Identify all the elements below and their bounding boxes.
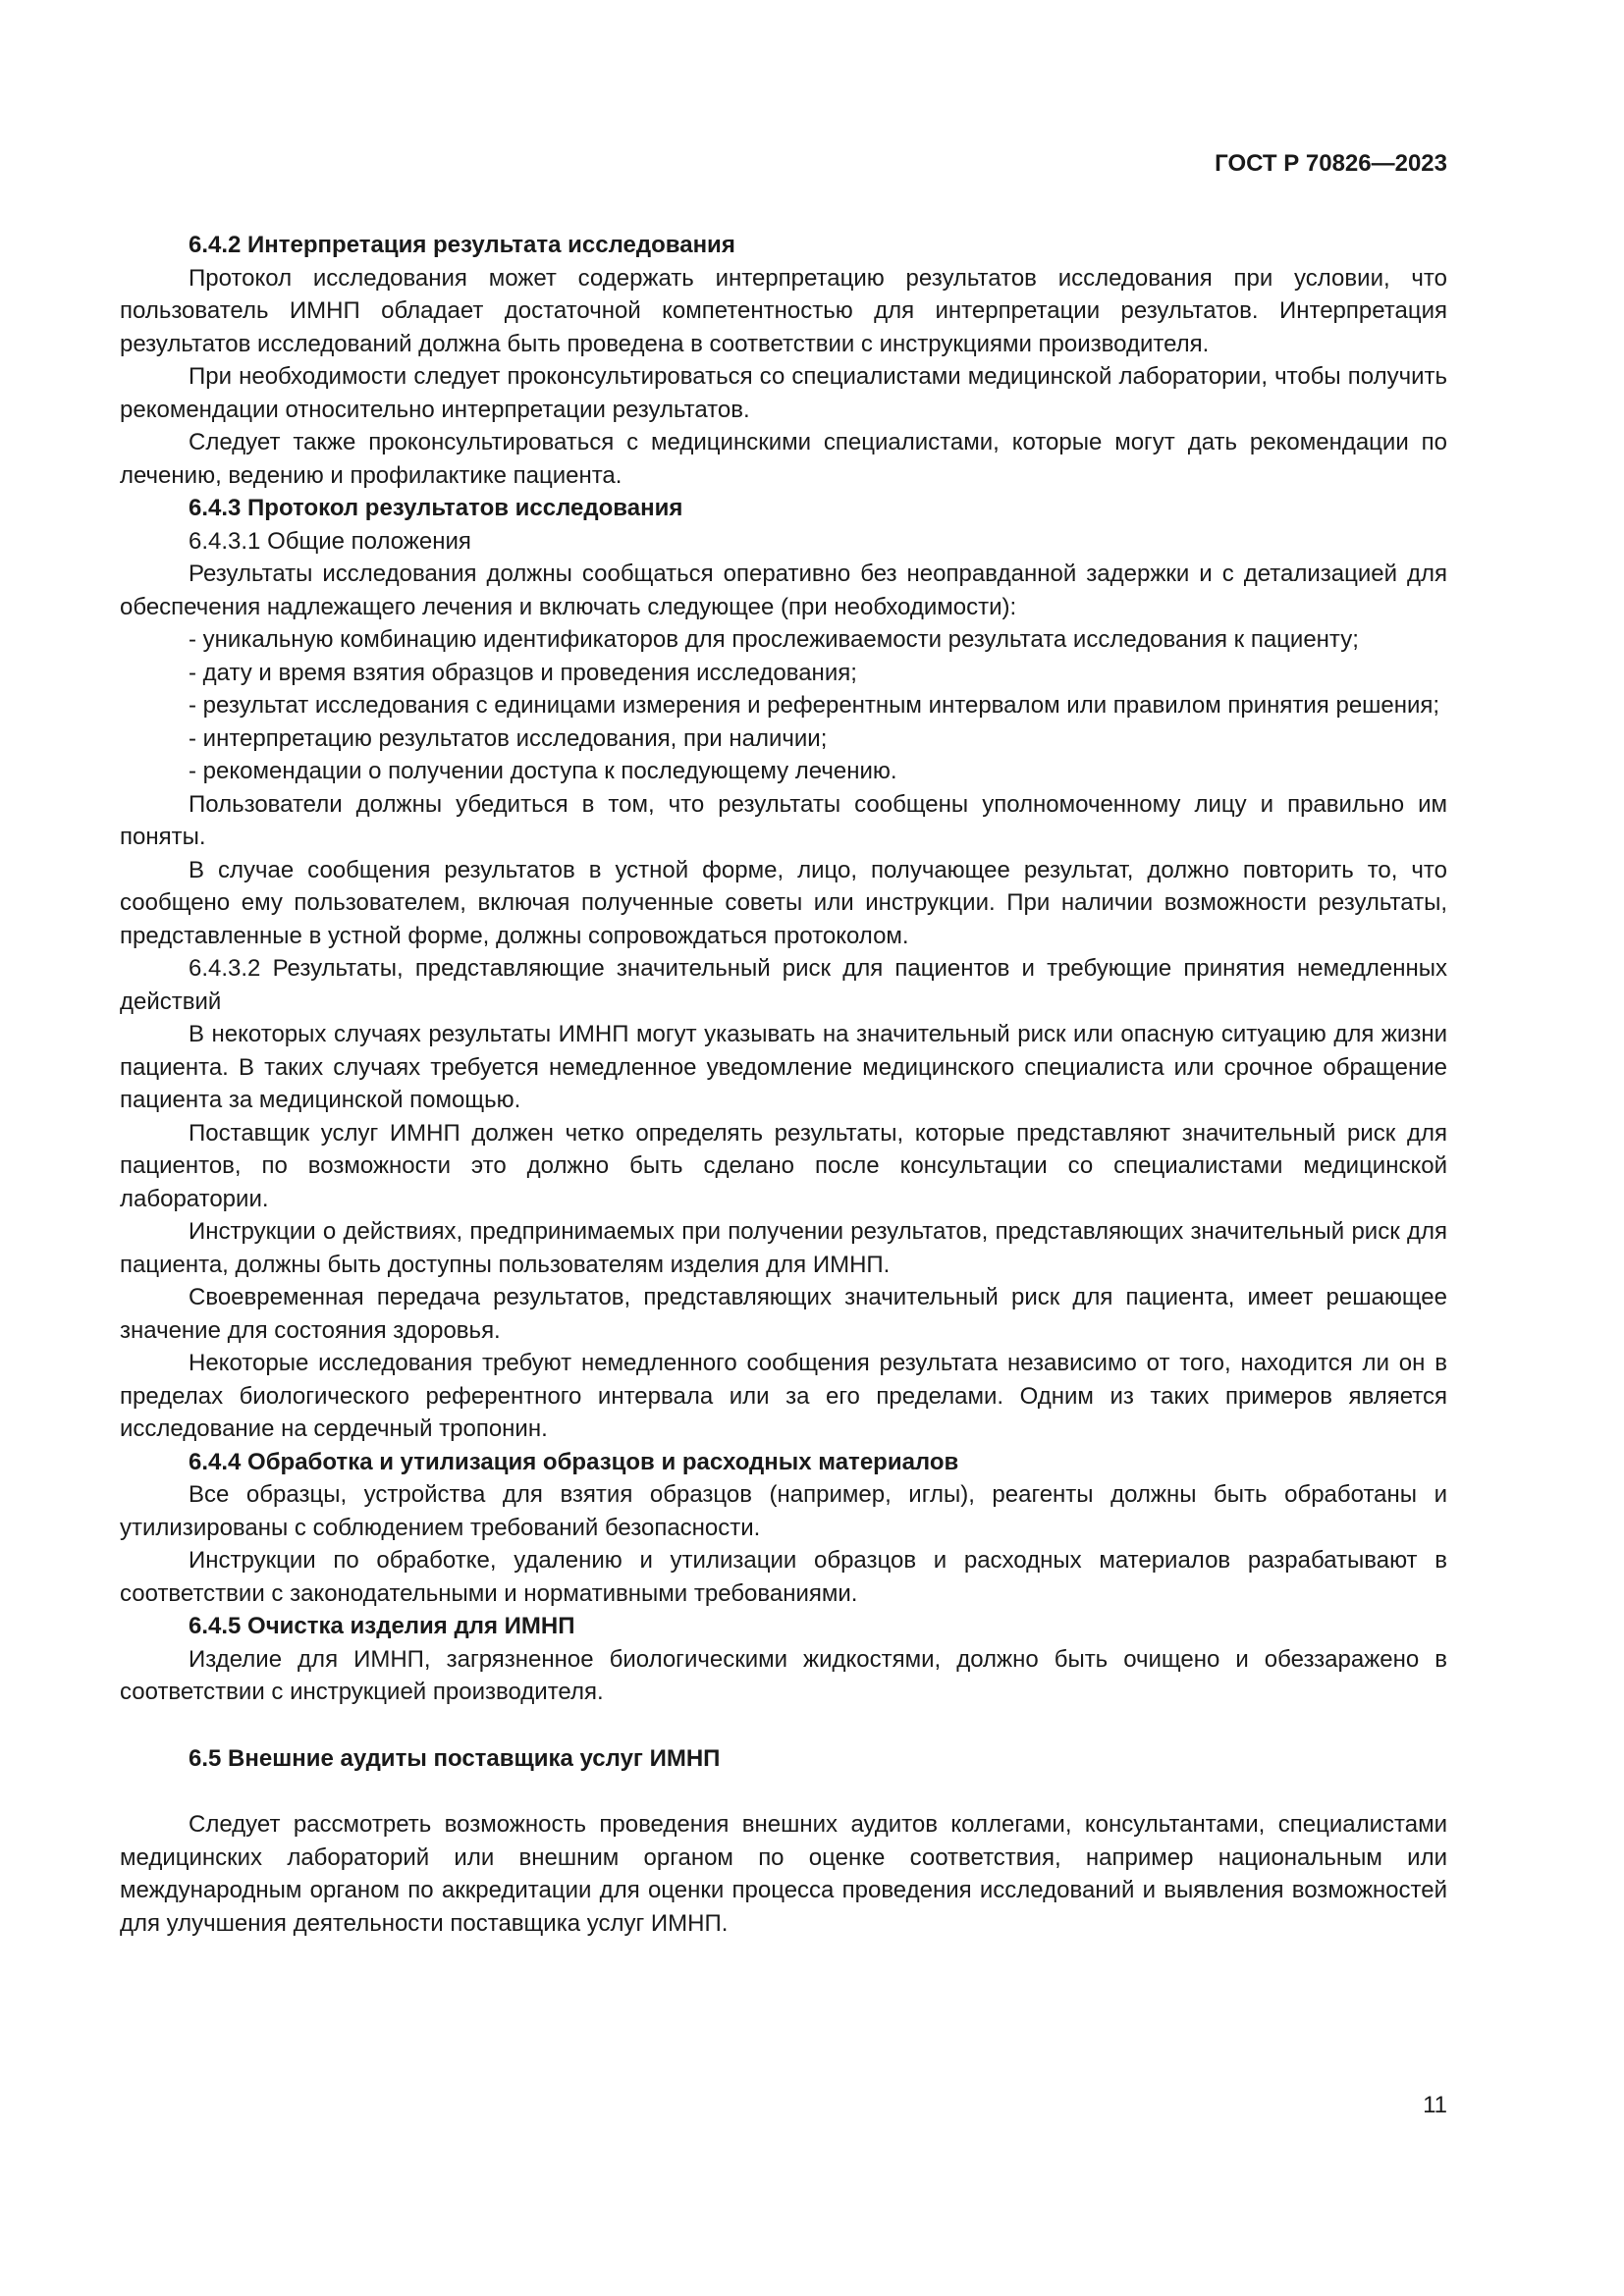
standard-id: ГОСТ Р 70826—2023: [1215, 150, 1447, 177]
heading-6-4-3-1: 6.4.3.1 Общие положения: [189, 527, 471, 555]
list-item: - результат исследования с единицами измерения и референтным интервалом или правилом принятия решения;: [189, 692, 1440, 719]
paragraph: Изделие для ИМНП, загрязненное биологическими жидкостями, должно быть очищено и обеззаражено в соответствии с инструкцией производителя.: [120, 1645, 1447, 1705]
paragraph: Поставщик услуг ИМНП должен четко определять результаты, которые представляют значительный риск для пациентов, по возможности это должно быть сделано после консультации со специалистами медицинской лаборатории.: [120, 1119, 1447, 1212]
heading-6-4-2: 6.4.2 Интерпретация результата исследования: [189, 232, 735, 258]
paragraph: Все образцы, устройства для взятия образцов (например, иглы), реагенты должны быть обработаны и утилизированы с соблюдением требований безопасности.: [120, 1481, 1447, 1541]
paragraph: Инструкции по обработке, удалению и утилизации образцов и расходных материалов разрабатывают в соответствии с законодательными и нормативными требованиями.: [120, 1547, 1447, 1607]
list-item: - интерпретацию результатов исследования, при наличии;: [189, 724, 828, 752]
heading-6-4-5: 6.4.5 Очистка изделия для ИМНП: [189, 1613, 575, 1639]
paragraph: Пользователи должны убедиться в том, что результаты сообщены уполномоченному лицу и правильно им поняты.: [120, 790, 1447, 850]
list-item: - дату и время взятия образцов и проведения исследования;: [189, 659, 857, 686]
list-item: - уникальную комбинацию идентификаторов для прослеживаемости результата исследования к пациенту;: [189, 626, 1359, 653]
paragraph: Результаты исследования должны сообщаться оперативно без неоправданной задержки и с детализацией для обеспечения надлежащего лечения и включать следующее (при необходимости):: [120, 561, 1447, 620]
heading-6-4-4: 6.4.4 Обработка и утилизация образцов и расходных материалов: [189, 1448, 959, 1475]
document-body: [120, 229, 1447, 1940]
paragraph: При необходимости следует проконсультироваться со специалистами медицинской лаборатории, чтобы получить рекомендации относительно интерпретации результатов.: [120, 363, 1447, 423]
paragraph: В некоторых случаях результаты ИМНП могут указывать на значительный риск или опасную ситуацию для жизни пациента. В таких случаях требуется немедленное уведомление медицинского специалиста или срочное обращение пациента за медицинской помощью.: [120, 1021, 1447, 1113]
paragraph: В случае сообщения результатов в устной форме, лицо, получающее результат, должно повторить то, что сообщено ему пользователем, включая полученные советы или инструкции. При наличии возможности результаты, представленные в устной форме, должны сопровождаться протоколом.: [120, 856, 1447, 949]
heading-6-5: 6.5 Внешние аудиты поставщика услуг ИМНП: [189, 1744, 721, 1772]
heading-6-4-3-2: 6.4.3.2 Результаты, представляющие значительный риск для пациентов и требующие принятия немедленных действий: [120, 955, 1447, 1015]
paragraph: Протокол исследования может содержать интерпретацию результатов исследования при условии, что пользователь ИМНП обладает достаточной компетентностью для интерпретации результатов. Интерпретация результатов исследований должна быть проведена в соответствии с инструкциями производителя.: [120, 264, 1447, 357]
heading-6-4-3: 6.4.3 Протокол результатов исследования: [189, 495, 683, 521]
paragraph: Следует также проконсультироваться с медицинскими специалистами, которые могут дать рекомендации по лечению, ведению и профилактике пациента.: [120, 429, 1447, 489]
page-footer: [120, 2089, 1447, 2122]
paragraph: Следует рассмотреть возможность проведения внешних аудитов коллегами, консультантами, специалистами медицинских лабораторий или внешним органом по оценке соответствия, например национальным или международным органом по аккредитации для оценки процесса проведения исследований и выявления возможностей для улучшения деятельности поставщика услуг ИМНП.: [120, 1811, 1447, 1937]
paragraph: Инструкции о действиях, предпринимаемых при получении результатов, представляющих значительный риск для пациента, должны быть доступны пользователям изделия для ИМНП.: [120, 1218, 1447, 1278]
page-number: 11: [1423, 2092, 1447, 2118]
paragraph: Некоторые исследования требуют немедленного сообщения результата независимо от того, находится ли он в пределах биологического референтного интервала или за его пределами. Одним из таких примеров является исследование на сердечный тропонин.: [120, 1350, 1447, 1442]
document-header: [120, 147, 1447, 181]
list-item: - рекомендации о получении доступа к последующему лечению.: [189, 758, 897, 784]
paragraph: Своевременная передача результатов, представляющих значительный риск для пациента, имеет решающее значение для состояния здоровья.: [120, 1284, 1447, 1344]
